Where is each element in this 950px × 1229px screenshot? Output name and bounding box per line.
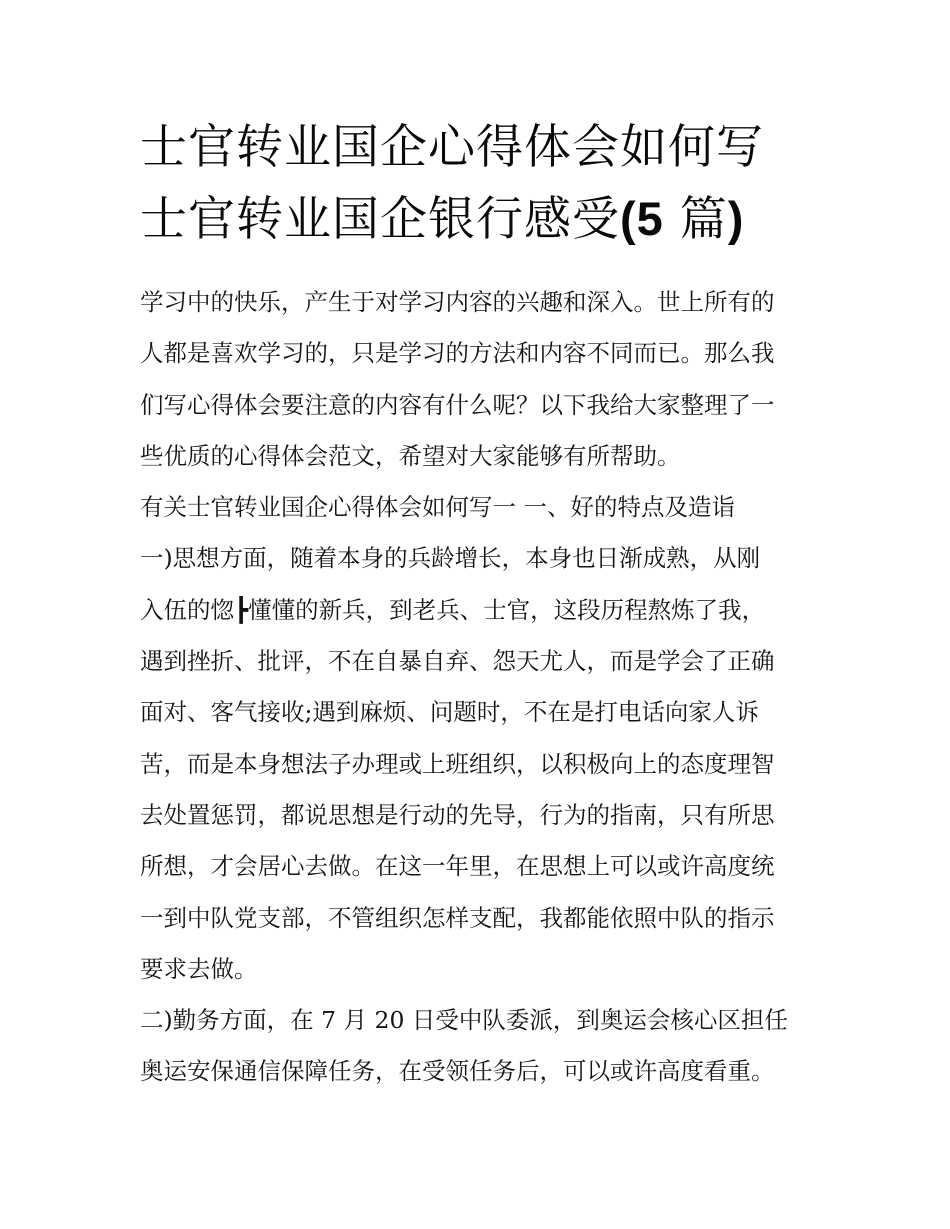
title-line-2-prefix: 士官转业国企银行感受 bbox=[140, 192, 620, 247]
body-line: 些优质的心得体会范文，希望对大家能够有所帮助。 bbox=[140, 441, 681, 470]
body-line: 面对、客气接收;遇到麻烦、问题时，不在是打电话向家人诉 bbox=[140, 698, 759, 727]
document-body bbox=[140, 277, 830, 1098]
body-line: 入伍的惚┣懂懂的新兵，到老兵、士官，这段历程熬炼了我， bbox=[140, 595, 766, 624]
body-line: 学习中的快乐，产生于对学习内容的兴趣和深入。世上所有的 bbox=[140, 288, 775, 316]
body-line: 遇到挫折、批评，不在自暴自弃、怨天尤人，而是学会了正确 bbox=[140, 647, 775, 676]
body-line: 一到中队党支部，不管组织怎样支配，我都能依照中队的指示 bbox=[140, 903, 775, 932]
body-line: 所想，才会居心去做。在这一年里，在思想上可以或许高度统 bbox=[140, 852, 775, 881]
body-line: 苦，而是本身想法子办理或上班组织，以积极向上的态度理智 bbox=[140, 749, 775, 778]
body-line: 们写心得体会要注意的内容有什么呢？以下我给大家整理了一 bbox=[140, 390, 775, 419]
body-line: 人都是喜欢学习的，只是学习的方法和内容不同而已。那么我 bbox=[140, 339, 775, 368]
title-line-2-unit: 篇 bbox=[663, 192, 728, 247]
document-title bbox=[140, 112, 820, 255]
body-line: 奥运安保通信保障任务，在受领任务后，可以或许高度看重。 bbox=[140, 1057, 775, 1086]
body-line: 要求去做。 bbox=[140, 954, 258, 983]
title-line-2 bbox=[140, 183, 820, 255]
title-line-2-close: ) bbox=[727, 192, 745, 245]
section-heading-line: 有关士官转业国企心得体会如何写一 一、好的特点及造诣 bbox=[140, 493, 735, 522]
body-line: 去处置惩罚，都说思想是行动的先导，行为的指南，只有所思 bbox=[140, 800, 775, 829]
body-line: 二)勤务方面，在 7 月 20 日受中队委派，到奥运会核心区担任 bbox=[140, 1006, 788, 1035]
title-line-1: 士官转业国企心得体会如何写 bbox=[140, 120, 764, 175]
title-line-2-count: (5 bbox=[620, 192, 664, 245]
body-line: 一)思想方面，随着本身的兵龄增长，本身也日渐成熟，从刚 bbox=[140, 544, 761, 573]
